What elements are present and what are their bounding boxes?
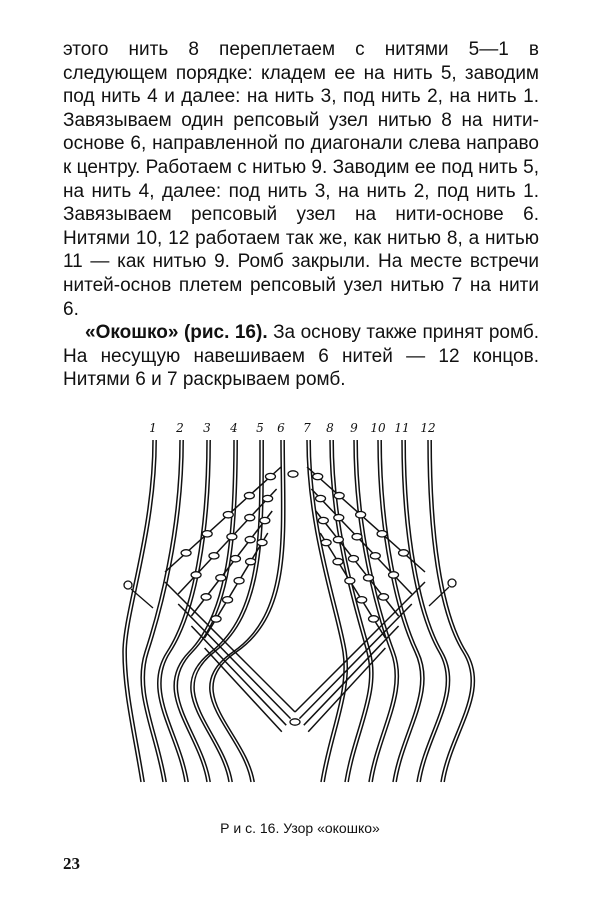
knot-right-upper-3-4 [369, 616, 379, 622]
knot-right-upper-0-0 [313, 473, 323, 479]
knot-left-upper-3-3 [223, 597, 233, 603]
right-diagonal-cord-3-up [304, 626, 399, 725]
knot-left-upper-2-0 [260, 517, 270, 523]
page-number: 23 [63, 854, 80, 873]
knot-left-upper-3-1 [246, 558, 256, 564]
thread-right-10-a [378, 440, 421, 782]
pin-left-icon [124, 581, 153, 608]
knot-right-upper-2-2 [348, 556, 358, 562]
thread-number-6: 6 [277, 421, 285, 435]
thread-strands [123, 440, 474, 782]
paragraph-2-text: За основу также принят ромб. На несущую навешиваем 6 нитей — 12 концов. Нитями 6 и 7 раскрываем ромб. [63, 322, 539, 391]
knot-left-upper-1-3 [209, 553, 219, 559]
left-diagonal-cord-3-up [191, 626, 286, 725]
knot-right-upper-2-4 [379, 594, 389, 600]
thread-left-5-b [194, 440, 263, 782]
body-text [63, 38, 539, 392]
knot-left-upper-0-2 [223, 512, 233, 518]
thread-right-12-b [431, 440, 474, 782]
knot-left-upper-1-0 [263, 495, 273, 501]
paragraph-2 [63, 321, 539, 392]
thread-right-10-b [381, 440, 424, 782]
knot-right-upper-1-1 [334, 514, 344, 520]
knot-left-upper-3-2 [234, 578, 244, 584]
thread-left-3-a [158, 440, 207, 782]
knot-left-upper-3-0 [257, 539, 267, 545]
knot-left-upper-1-1 [245, 514, 255, 520]
knot-right-upper-3-2 [345, 578, 355, 584]
thread-number-labels [149, 421, 435, 435]
knot-right-upper-0-4 [399, 550, 409, 556]
knot-bottom-center [290, 719, 300, 725]
knot-right-upper-2-1 [333, 536, 343, 542]
thread-number-3: 3 [203, 421, 211, 435]
thread-number-5: 5 [256, 421, 264, 435]
thread-number-9: 9 [350, 421, 358, 435]
thread-number-1: 1 [149, 421, 157, 435]
thread-number-11: 11 [394, 421, 410, 435]
knot-left-upper-2-2 [230, 556, 240, 562]
knot-left-upper-2-1 [245, 536, 255, 542]
knot-left-upper-1-4 [191, 572, 201, 578]
thread-right-7-b [310, 440, 347, 782]
thread-number-7: 7 [303, 421, 311, 435]
knot-right-upper-3-0 [321, 539, 331, 545]
figure-reference-heading: «Окошко» (рис. 16). [85, 322, 268, 344]
knot-left-upper-3-4 [211, 616, 221, 622]
knot-left-upper-0-1 [244, 492, 254, 498]
knot-right-upper-3-3 [357, 597, 367, 603]
thread-number-10: 10 [370, 421, 386, 435]
knot-right-upper-3-1 [333, 558, 343, 564]
knot-left-upper-0-3 [202, 531, 212, 537]
knot-right-upper-0-2 [356, 512, 366, 518]
thread-left-1-a [123, 440, 153, 782]
thread-right-8-b [333, 440, 373, 782]
thread-number-4: 4 [230, 421, 238, 435]
knot-right-upper-1-0 [316, 495, 326, 501]
knot-left-upper-2-4 [201, 594, 211, 600]
knot-right-upper-1-3 [370, 553, 380, 559]
knot-right-upper-1-4 [389, 572, 399, 578]
knot-top-center [288, 471, 298, 477]
knot-left-upper-2-3 [216, 575, 226, 581]
macrame-window-pattern-figure [95, 412, 495, 812]
left-diagonal-cord-2-up [178, 604, 290, 719]
thread-number-12: 12 [420, 421, 436, 435]
thread-left-4-a [174, 440, 234, 782]
thread-left-1-b [126, 440, 156, 782]
knot-right-upper-1-2 [352, 534, 362, 540]
thread-number-2: 2 [176, 421, 184, 435]
knot-left-upper-1-2 [227, 534, 237, 540]
knot-right-upper-2-0 [318, 517, 328, 523]
thread-number-8: 8 [326, 421, 334, 435]
knot-right-upper-2-3 [363, 575, 373, 581]
thread-left-5-a [191, 440, 260, 782]
knot-left-upper-0-4 [181, 550, 191, 556]
knot-right-upper-0-3 [377, 531, 387, 537]
thread-right-9-a [354, 440, 395, 782]
knot-left-upper-0-0 [265, 473, 275, 479]
knot-right-upper-0-1 [334, 492, 344, 498]
figure-caption: Р и с. 16. Узор «окошко» [220, 820, 380, 836]
paragraph-1: этого нить 8 переплетаем с нитями 5—1 в следующем порядке: кладем ее на нить 5, заводим под нить 4 и далее: на нить 3, под нить 2, на нить 1. Завязываем один репсовый узел нитью 8 на нити-основе 6, направленной по диагонали слева направо к центру. Работаем с нитью 9. Заводим ее под нить 5, на нить 4, далее: под нить 3, на нить 2, под нить 1. Завязываем репсовый узел на нити-основе 6. Нитями 10, 12 работаем так же, как нитью 8, а нитью 11 — как нитью 9. Ромб закрыли. На месте встречи нитей-основ плетем репсовый узел нитью 7 на нити 6. [63, 39, 539, 320]
